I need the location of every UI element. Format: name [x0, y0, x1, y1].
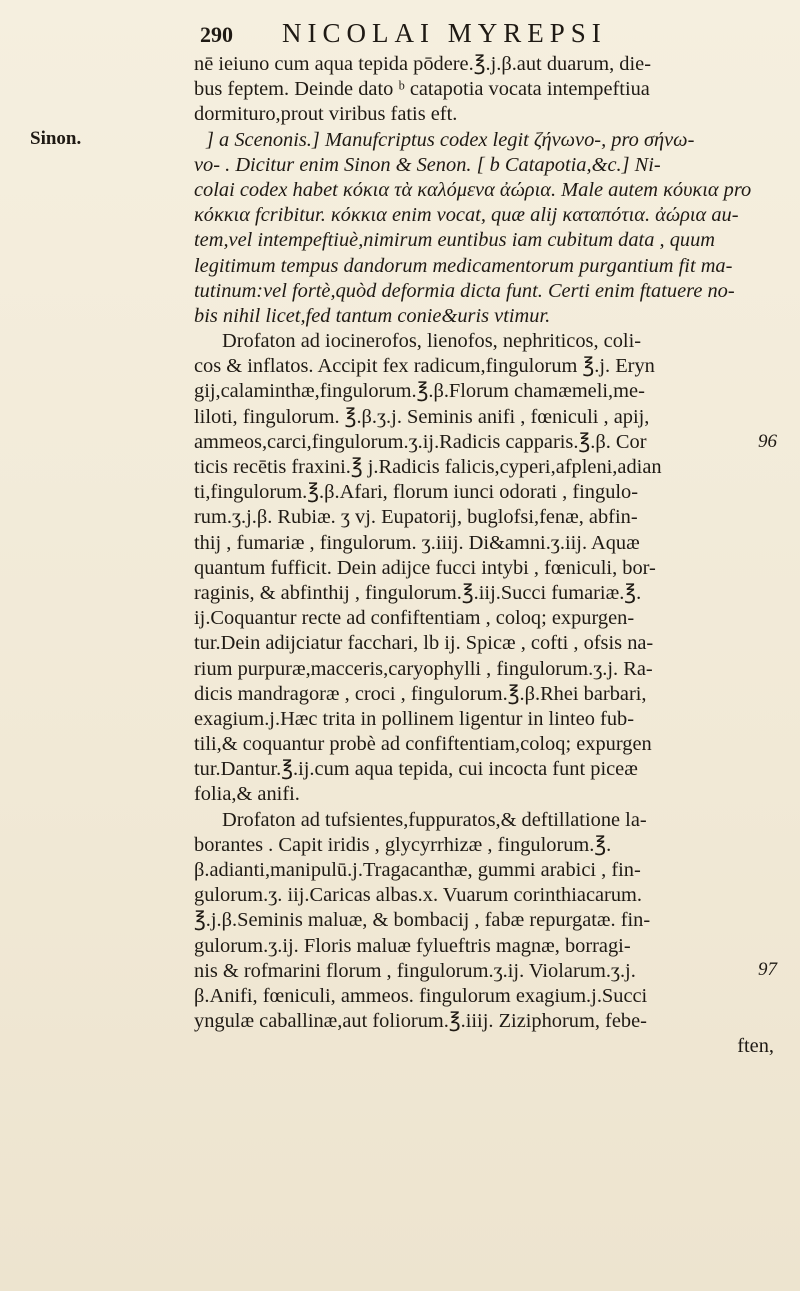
text-line: raginis, & abfinthij , fingulorum.℥.iij.Succi fumariæ.℥.: [194, 581, 642, 604]
text-line: β.adianti,manipulū.j.Tragacanthæ, gummi arabici , fin-: [194, 859, 641, 881]
text-line: ammeos,carci,fingulorum.ʒ.ij.Radicis capparis.℥.β. Cor: [194, 430, 647, 453]
text-line: cos & inflatos. Accipit fex radicum,fingulorum ℥.j. Eryn: [194, 355, 655, 378]
text-line: Drofaton ad tufsientes,fuppuratos,& deftillatione la-: [222, 808, 647, 831]
text-line: rium purpuræ,macceris,caryophylli , fingulorum.ʒ.j. Ra-: [194, 657, 653, 680]
text-line: Drofaton ad iocinerofos, lienofos, nephriticos, coli-: [222, 330, 642, 353]
text-line: νο- . Dicitur enim Sinon & Senon. [ b Catapotia,&c.] Ni-: [194, 153, 661, 176]
margin-number-97: 97: [758, 959, 777, 980]
margin-number-96: 96: [758, 431, 777, 452]
text-line: rum.ʒ.j.β. Rubiæ. ʒ vj. Eupatorij, buglofsi,fenæ, abfin-: [194, 506, 638, 529]
text-line: dormituro,prout viribus fatis eft.: [194, 103, 458, 126]
text-line: tur.Dantur.℥.ij.cum aqua tepida, cui incocta funt piceæ: [194, 758, 638, 781]
text-line: gij,calaminthæ,fingulorum.℥.β.Florum chamæmeli,me-: [194, 380, 645, 403]
body-text: [194, 52, 774, 1060]
page-number: 290: [200, 22, 233, 47]
text-line: bis nihil licet,fed tantum conie&uris vtimur.: [194, 304, 551, 327]
text-line: gulorum.ʒ.ij. Floris maluæ fylueftris magnæ, borragi-: [194, 934, 631, 957]
text-line: tem,vel intempeftiuè,nimirum euntibus iam cubitum data , quum: [194, 229, 716, 252]
text-line: ] a Scenonis.] Manufcriptus codex legit ζήνωνο-, pro σήνω-: [206, 128, 695, 151]
text-line: ften,: [737, 1035, 774, 1058]
text-line: yngulæ caballinæ,aut foliorum.℥.iiij. Ziziphorum, febe-: [194, 1010, 647, 1033]
text-line: tutinum:vel fortè,quòd deformia dicta funt. Certi enim ftatuere no-: [194, 279, 735, 302]
text-line: folia,& anifi.: [194, 783, 300, 806]
text-line: ij.Coquantur recte ad confiftentiam , coloq; expurgen-: [194, 607, 635, 630]
text-line: quantum fufficit. Dein adijce fucci intybi , fœniculi, bor-: [194, 556, 656, 579]
text-line: nis & rofmarini florum , fingulorum.ʒ.ij. Violarum.ʒ.j.: [194, 959, 636, 982]
text-line: ticis recētis fraxini.℥ j.Radicis falicis,cyperi,afpleni,adian: [194, 456, 662, 478]
text-line: liloti, fingulorum. ℥.β.ʒ.j. Seminis anifi , fœniculi , apij,: [194, 405, 650, 428]
text-line: gulorum.ʒ. iij.Caricas albas.x. Vuarum corinthiacarum.: [194, 884, 642, 907]
text-line: borantes . Capit iridis , glycyrrhizæ , fingulorum.℥.: [194, 833, 612, 856]
text-line: exagium.j.Hæc trita in pollinem ligentur in linteo fub-: [194, 707, 635, 730]
text-line: colai codex habet κόκια τὰ καλόμενα ἀώρια. Male autem κόυκια pro: [194, 178, 752, 201]
text-line: β.Anifi, fœniculi, ammeos. fingulorum exagium.j.Succi: [194, 984, 648, 1007]
text-line: legitimum tempus dandorum medicamentorum purgantium fit ma-: [194, 254, 733, 277]
text-line: tili,& coquantur probè ad confiftentiam,coloq; expurgen: [194, 733, 652, 756]
text-line: κόκκια fcribitur. κόκκια enim vocat, quæ alij καταπότια. ἀώρια au-: [194, 204, 739, 227]
margin-note-sinon: Sinon.: [30, 128, 82, 149]
text-line: ti,fingulorum.℥.β.Afari, florum iunci odorati , fingulo-: [194, 481, 639, 504]
running-head: NICOLAI MYREPSI: [282, 18, 607, 48]
text-line: tur.Dein adijciatur facchari, lb ij. Spicæ , cofti , ofsis na-: [194, 632, 654, 655]
text-line: nē ieiuno cum aqua tepida pōdere.℥.j.β.aut duarum, die-: [194, 53, 651, 75]
text-line: dicis mandragoræ , croci , fingulorum.℥.β.Rhei barbari,: [194, 682, 647, 705]
text-line: ℥.j.β.Seminis maluæ, & bombacij , fabæ repurgatæ. fin-: [194, 909, 651, 932]
text-line: bus feptem. Deinde dato ᵇ catapotia vocata intempeftiua: [194, 78, 650, 101]
text-line: thij , fumariæ , fingulorum. ʒ.iiij. Di&amni.ʒ.iij. Aquæ: [194, 531, 640, 554]
